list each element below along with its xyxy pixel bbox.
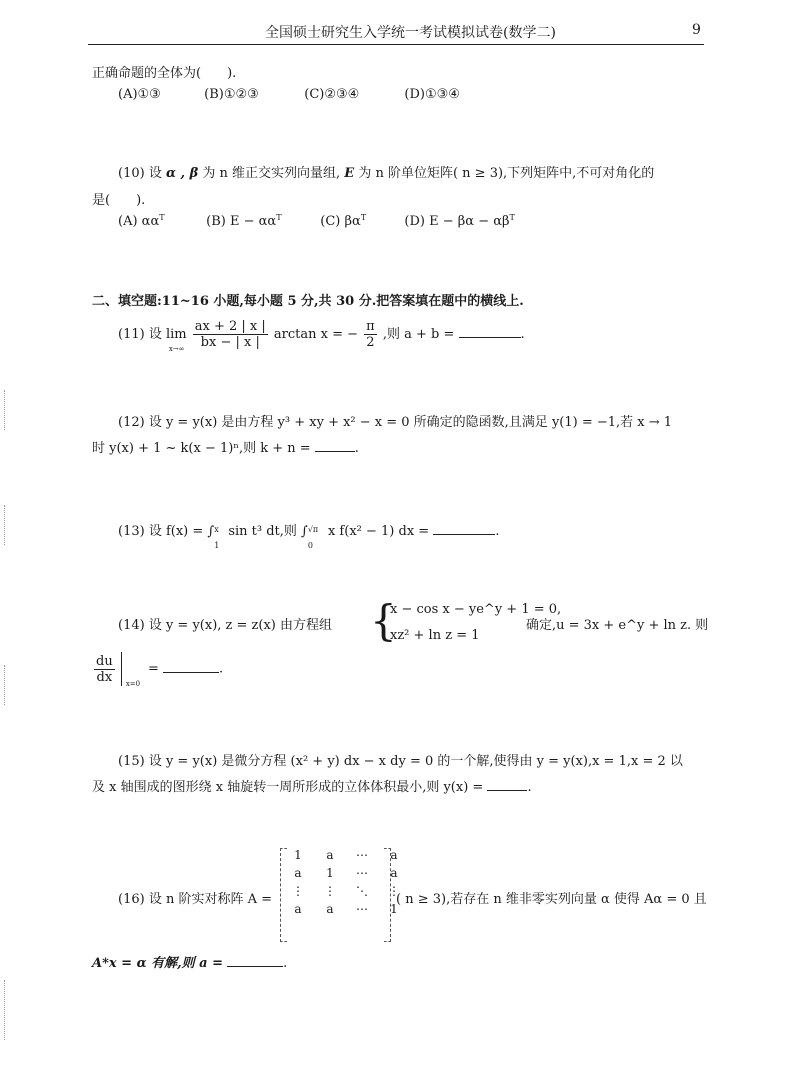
q11: (11) 设 lim x→∞ $\frac{ax + 2 | x |}{bx - | x |}$ arctan x = − $\frac{\pi}{2}$ ,则 a + b = . <box>118 318 525 352</box>
q10-option-c: (C) $\beta\alpha^T$ <box>320 213 367 230</box>
q10-line2: 是( ). <box>92 193 146 208</box>
q9-options <box>118 87 460 102</box>
q14-eq1: x − cos x − ye^y + 1 = 0, <box>390 602 562 617</box>
q10-identity-E: E <box>344 166 355 181</box>
answer-blank <box>433 522 495 535</box>
q10-text-b: 为 n 维正交实列向量组, <box>202 166 341 181</box>
q10-option-d: (D) $E - \beta\alpha - \alpha\beta^T$ <box>404 213 515 230</box>
answer-blank <box>227 954 283 967</box>
q11-ask: ,则 a + b = <box>382 327 455 342</box>
q12-line1 <box>118 411 672 430</box>
q10-alpha-beta: α , β <box>165 166 199 181</box>
q16-pre <box>118 888 272 907</box>
margin-dots <box>4 390 6 430</box>
q11-lim: 设 lim x→∞ <box>149 318 187 352</box>
q15-text-1: 设 y = y(x) 是微分方程 (x² + y) dx − x dy = 0 的一个解,使得由 y = y(x),x = 1,x = 2 以 <box>148 754 683 769</box>
q12-text-1: 设 y = y(x) 是由方程 y³ + xy + x² − x = 0 所确定的隐函数,且满足 y(1) = −1,若 x → 1 <box>148 415 673 430</box>
q10-text-c: 为 n 阶单位矩阵( n ≥ 3),下列矩阵中,不可对角化的 <box>358 166 655 181</box>
q10-options <box>118 213 515 229</box>
q9-option-d: (D)①③④ <box>404 87 460 102</box>
q16-number: (16) <box>118 892 145 907</box>
q10-number: (10) <box>118 166 145 181</box>
q10-line1 <box>118 162 654 181</box>
q16-post: ( n ≥ 3),若存在 n 维非零实列向量 α 使得 Aα = 0 且 <box>396 892 707 907</box>
q13-text-a: 设 f(x) = ∫ <box>148 524 215 539</box>
answer-blank <box>459 325 521 338</box>
q11-lim-sub: x→∞ <box>168 345 185 353</box>
q13-text-c: x f(x² − 1) dx = <box>327 524 430 539</box>
q9-option-c: (C)②③④ <box>304 87 360 102</box>
q12-line2: 时 y(x) + 1 ~ k(x − 1)ⁿ,则 k + n = . <box>92 441 359 456</box>
q14-derivative: $\frac{du}{dx}$ x=0 = . <box>96 653 224 688</box>
q9-option-b: (B)①②③ <box>204 87 259 102</box>
q16-line2: A*x = α 有解,则 a = . <box>92 956 288 971</box>
matrix-A: 1 a ⋯ a a 1 ⋯ a ⋮ ⋮ ⋱ ⋮ a a ⋯ 1 <box>292 848 400 916</box>
q16-text-2: A*x = α 有解,则 a = <box>92 956 224 971</box>
q15-number: (15) <box>118 754 145 769</box>
q13: (13) 设 f(x) = ∫ x 1 sin t³ dt,则 ∫ √π 0 x f(x² − 1) dx = . <box>118 524 500 550</box>
q13-text-b: sin t³ dt,则 ∫ <box>228 524 308 539</box>
q14-number: (14) <box>118 618 145 633</box>
section-heading-fill-in: 二、填空题:11~16 小题,每小题 5 分,共 30 分.把答案填在题中的横线上. <box>92 294 524 309</box>
q13-number: (13) <box>118 524 145 539</box>
margin-dots <box>4 505 6 545</box>
q10-text-a: 设 <box>148 166 162 181</box>
margin-dots <box>4 665 6 705</box>
q14-post: 确定,u = 3x + e^y + ln z. 则 <box>526 618 709 633</box>
q16-text: 设 n 阶实对称阵 A = <box>148 892 273 907</box>
header-rule <box>88 44 704 45</box>
q10-option-a: (A) $\alpha\alpha^T$ <box>118 213 165 230</box>
q9-stem: 正确命题的全体为( ). <box>92 66 237 81</box>
q15-line2: 及 x 轴围成的图形绕 x 轴旋转一周所形成的立体体积最小,则 y(x) = . <box>92 780 532 795</box>
answer-blank <box>315 439 355 452</box>
q10-option-b: (B) $E - \alpha\alpha^T$ <box>206 213 282 230</box>
margin-dots <box>4 980 6 1040</box>
q11-arctan: arctan x = − <box>273 327 358 342</box>
q15-text-2: 及 x 轴围成的图形绕 x 轴旋转一周所形成的立体体积最小,则 y(x) = <box>92 780 484 795</box>
page-number: 9 <box>692 22 701 38</box>
answer-blank <box>487 778 527 791</box>
q12-number: (12) <box>118 415 145 430</box>
q14-text: 设 y = y(x), z = z(x) 由方程组 <box>148 618 333 633</box>
q14-eq2: xz² + ln z = 1 <box>390 628 480 643</box>
q9-option-a: (A)①③ <box>118 87 161 102</box>
q14-pre <box>118 614 332 633</box>
running-header-title: 全国硕士研究生入学统一考试模拟试卷(数学二) <box>265 25 556 41</box>
q11-fraction: $\frac{ax + 2 | x |}{bx - | x |}$ <box>194 319 266 350</box>
answer-blank <box>163 660 219 673</box>
matrix-right-bracket <box>384 848 391 942</box>
q12-text-2: 时 y(x) + 1 ~ k(x − 1)ⁿ,则 k + n = <box>92 441 311 456</box>
q11-number: (11) <box>118 327 145 342</box>
q11-pi-half: $\frac{\pi}{2}$ <box>366 319 375 350</box>
q15-line1 <box>118 750 683 769</box>
du-dx: $\frac{du}{dx}$ <box>96 653 113 685</box>
system-brace: { <box>370 596 397 645</box>
